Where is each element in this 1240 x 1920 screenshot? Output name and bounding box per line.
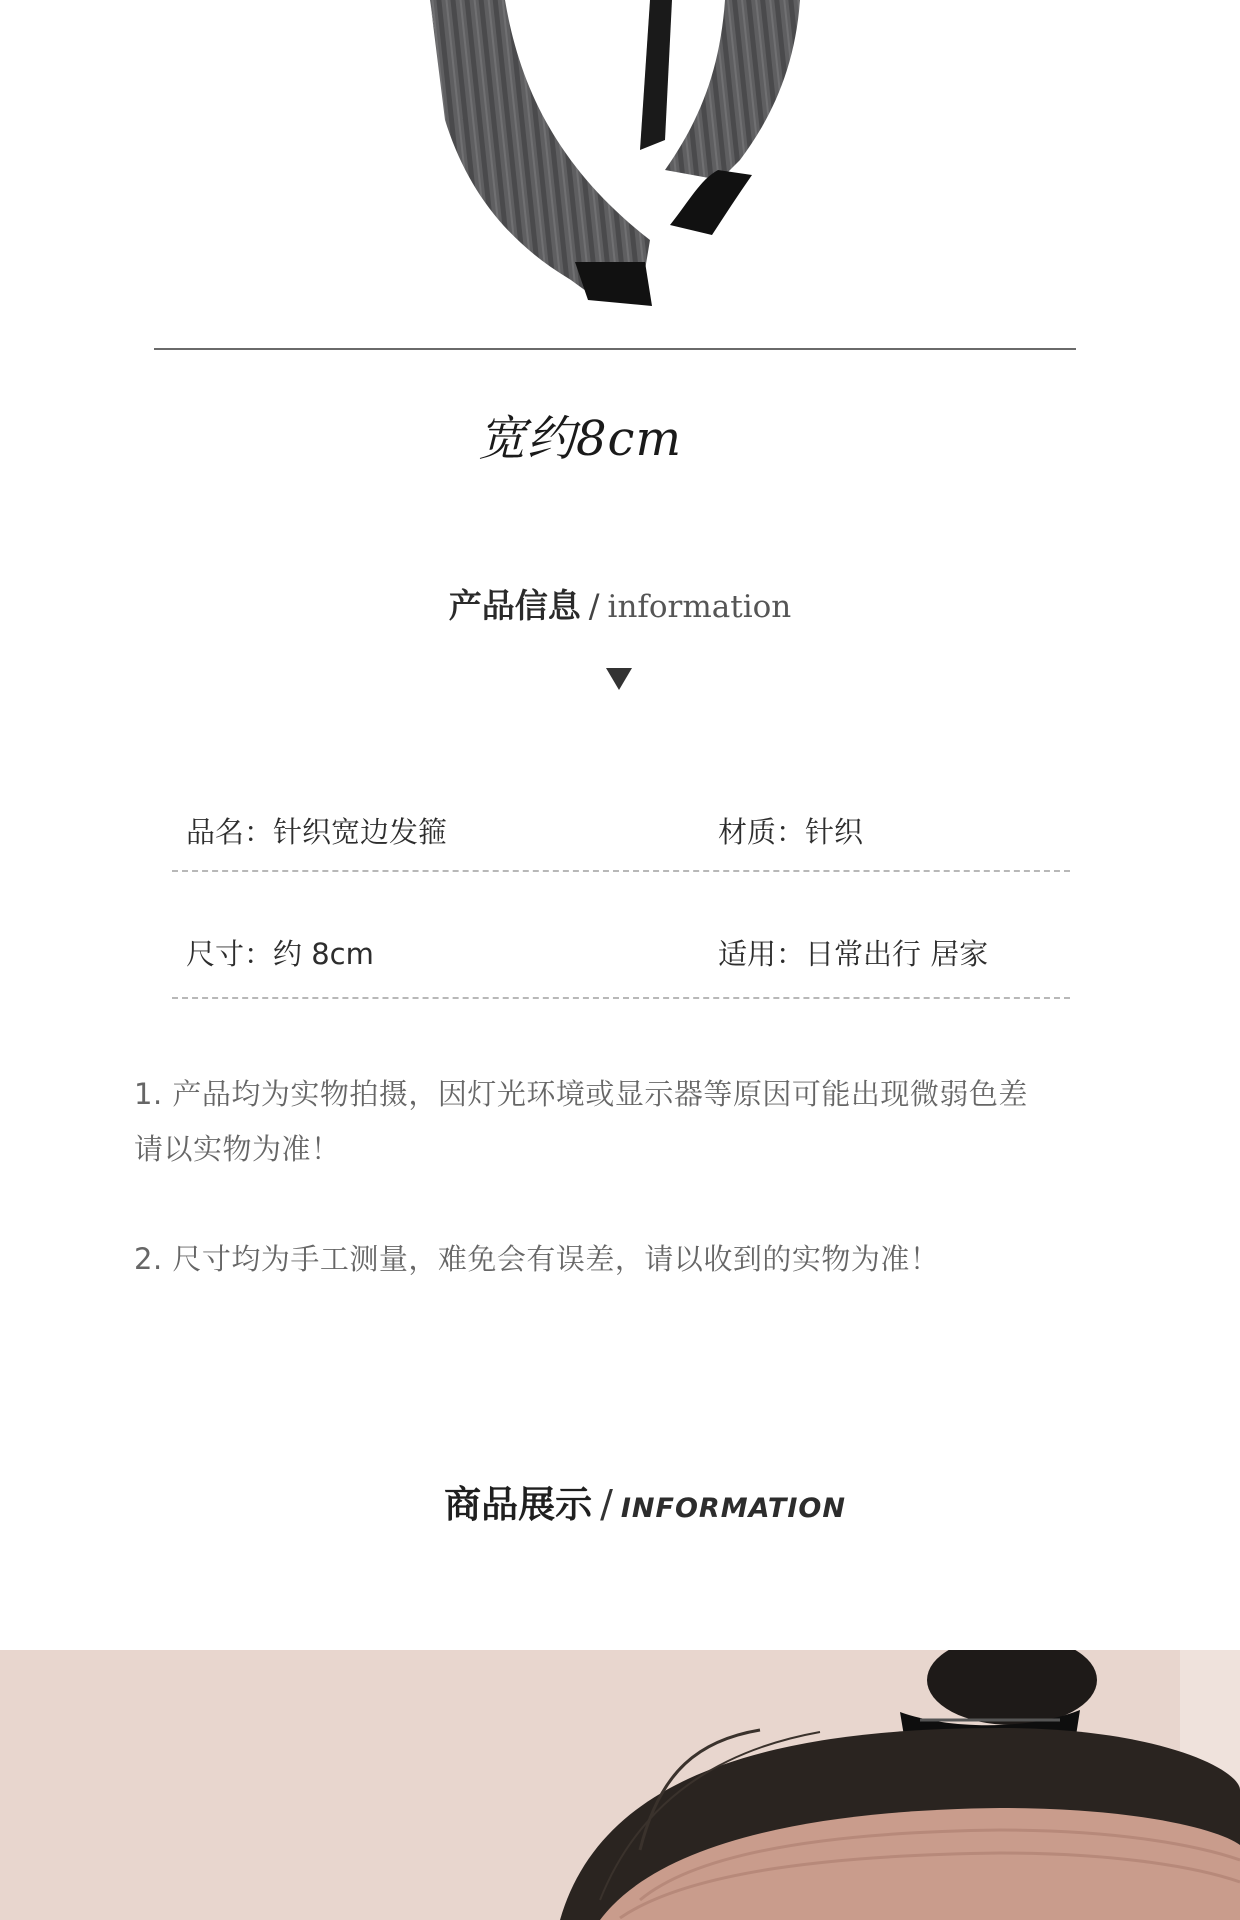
headband-product-photo (0, 0, 1240, 320)
spec-usage (718, 932, 988, 973)
model-wearing-headband-photo (0, 1650, 1240, 1920)
spec-label: 品名： (186, 815, 274, 849)
section-divider (154, 348, 1076, 350)
display-title-zh: 商品展示 (444, 1483, 593, 1526)
note-1-line-1: 1. 产品均为实物拍摄，因灯光环境或显示器等原因可能出现微弱色差 (134, 1077, 1028, 1111)
note-2: 2. 尺寸均为手工测量，难免会有误差，请以收到的实物为准！ (134, 1242, 940, 1276)
spec-value: 约 8cm (273, 937, 374, 971)
spec-value: 针织 (805, 815, 864, 849)
display-section-heading (0, 1474, 1240, 1528)
spec-size (186, 932, 374, 973)
spec-name (186, 810, 447, 851)
triangle-down-icon (606, 668, 632, 690)
info-title-en: information (607, 589, 792, 625)
info-section-heading (0, 580, 1240, 627)
info-title-separator: / (588, 587, 600, 625)
spec-label: 适用： (718, 937, 806, 971)
display-title-en: INFORMATION (620, 1493, 846, 1524)
dashed-divider (172, 997, 1070, 999)
info-title-zh: 产品信息 (448, 586, 581, 625)
spec-value: 日常出行 居家 (805, 937, 989, 971)
spec-value: 针织宽边发箍 (273, 815, 448, 849)
spec-material (718, 810, 863, 851)
display-title-separator: / (600, 1482, 613, 1526)
spec-label: 材质： (718, 815, 806, 849)
dashed-divider (172, 870, 1070, 872)
spec-label: 尺寸： (186, 937, 274, 971)
note-1-line-2: 请以实物为准！ (134, 1132, 341, 1166)
size-label: 宽约8cm (478, 411, 682, 467)
